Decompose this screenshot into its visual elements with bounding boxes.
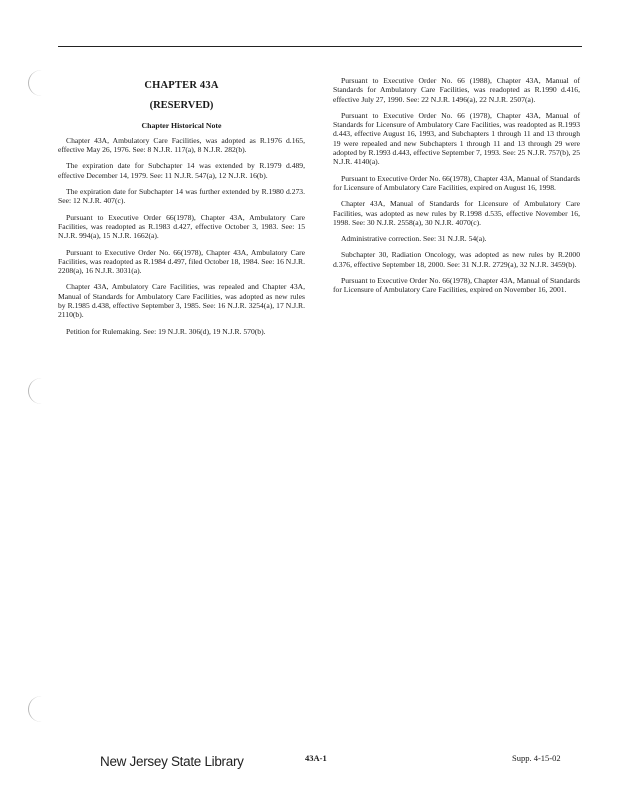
note-paragraph: Petition for Rulemaking. See: 19 N.J.R. 306(d), 19 N.J.R. 570(b).	[66, 326, 266, 336]
note-paragraph: Pursuant to Executive Order No. 66 (1978), Chapter 43A, Manual of Standards for Licensure of Ambulatory Care Facilities, was readopted as R.1993 d.443, effective August 16, 1993, and Subchapters 1 through 11 and 13 through 19 were repealed and new Subchapters 1 through 11 and 13 through 29 were adopted by R.1993 d.443, effective September 7, 1993. See: 25 N.J.R. 757(b), 25 N.J.R. 4140(a).	[333, 110, 580, 167]
top-rule	[58, 46, 582, 47]
note-paragraph: Pursuant to Executive Order No. 66 (1988), Chapter 43A, Manual of Standards for Ambulatory Care Facilities, was readopted as R.1990 d.416, effective July 27, 1990. See: 22 N.J.R. 1496(a), 22 N.J.R. 2507(a).	[333, 76, 580, 104]
punch-hole-mark	[28, 696, 55, 722]
note-paragraph: Subchapter 30, Radiation Oncology, was adopted as new rules by R.2000 d.376, effective September 18, 2000. See: 31 N.J.R. 2729(a), 32 N.J.R. 3459(b).	[333, 250, 580, 269]
note-paragraph: Pursuant to Executive Order No. 66(1978), Chapter 43A, Ambulatory Care Facilities, was readopted as R.1984 d.497, filed October 18, 1984. See: 16 N.J.R. 2208(a), 16 N.J.R. 3031(a).	[58, 247, 305, 276]
note-paragraph: Administrative correction. See: 31 N.J.R. 54(a).	[341, 234, 487, 244]
library-watermark: New Jersey State Library	[100, 754, 244, 769]
supplement-date: Supp. 4-15-02	[512, 753, 561, 763]
note-paragraph: The expiration date for Subchapter 14 was extended by R.1979 d.489, effective December 14, 1979. See: 11 N.J.R. 547(a), 12 N.J.R. 16(b).	[58, 161, 305, 180]
note-paragraph: Chapter 43A, Ambulatory Care Facilities, was repealed and Chapter 43A, Manual of Standards for Ambulatory Care Facilities, was adopted as new rules by R.1985 d.438, effective September 3, 1985. See: 16 N.J.R. 3254(a), 17 N.J.R. 2110(b).	[58, 282, 305, 320]
note-paragraph: Pursuant to Executive Order No. 66(1978), Chapter 43A, Manual of Standards for Licensure of Ambulatory Care Facilities, expired on August 16, 1998.	[333, 173, 580, 192]
historical-note-heading: Chapter Historical Note	[141, 120, 222, 130]
note-paragraph: Pursuant to Executive Order 66(1978), Chapter 43A, Ambulatory Care Facilities, was readopted as R.1983 d.427, effective October 3, 1983. See: 15 N.J.R. 994(a), 15 N.J.R. 1662(a).	[58, 212, 305, 241]
punch-hole-mark	[28, 378, 55, 404]
punch-hole-mark	[28, 70, 55, 96]
right-column	[333, 76, 580, 302]
chapter-title: CHAPTER 43A	[144, 80, 219, 91]
note-paragraph: Chapter 43A, Ambulatory Care Facilities, was adopted as R.1976 d.165, effective May 26, 1976. See: 8 N.J.R. 117(a), 8 N.J.R. 282(b).	[58, 135, 305, 155]
reserved-label: (RESERVED)	[149, 100, 214, 112]
left-column	[58, 76, 305, 343]
page-number: 43A-1	[305, 753, 327, 763]
note-paragraph: Pursuant to Executive Order No. 66(1978), Chapter 43A, Manual of Standards for Licensure of Ambulatory Care Facilities, expired on November 16, 2001.	[333, 276, 580, 295]
note-paragraph: Chapter 43A, Manual of Standards for Licensure of Ambulatory Care Facilities, was adopted as new rules by R.1998 d.535, effective November 16, 1998. See: 30 N.J.R. 2558(a), 30 N.J.R. 4070(c).	[333, 199, 580, 227]
note-paragraph: The expiration date for Subchapter 14 was further extended by R.1980 d.273. See: 12 N.J.R. 407(c).	[58, 187, 305, 206]
